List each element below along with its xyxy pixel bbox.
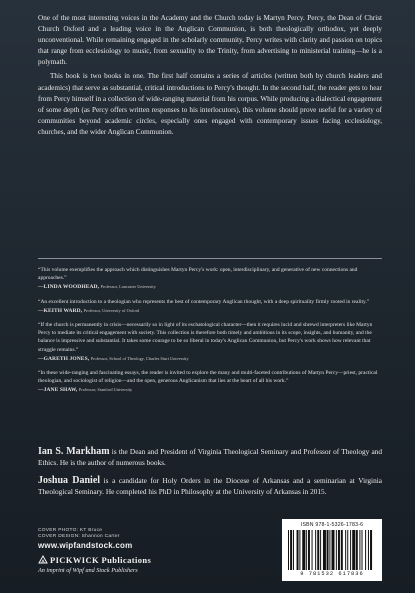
endorser-name: —JANE SHAW, [38,387,78,394]
description-paragraph-1: One of the most interesting voices in the Academy and the Church today is Martyn Percy. Percy, the Dean of Christ Church Oxford and a leading voice in the Anglican Communion, is both theologically orthodox, yet deeply unconventional. While remaining engaged in the scholarly community, Percy writes with clarity and passion on topics that range from ecclesiology to music, from sexuality to the Trinity, from advertising to ministerial training—he is a polymath. [38,14,382,67]
endorser-affiliation: Professor, Lancaster University [100,284,156,290]
endorser-affiliation: Professor, University of Oxford [83,307,140,313]
endorsement-attribution [38,355,380,363]
publisher-imprint: An imprint of Wipf and Stock Publishers [38,567,138,574]
editor-bios [38,446,382,504]
endorser-name: —GARETH JONES, [38,355,90,362]
endorsement-shaw [38,369,380,395]
endorsement-attribution [38,283,380,291]
bio-daniel [38,475,382,497]
book-description [38,13,382,138]
endorsement-ward [38,298,380,315]
barcode-digits: 9 781532 617836 [300,571,364,577]
publisher-website[interactable]: www.wipfandstock.com [38,541,133,550]
endorsements [38,266,380,401]
publisher-name: PICKWICK Publications [50,555,152,565]
cover-design-credit: COVER DESIGN: Shannon Carter [38,534,120,539]
endorsement-quote: “An excellent introduction to a theologian who represents the best of contemporary Anglican thought, with a deep spirituality firmly rooted in reality.” [38,298,370,305]
barcode-bars [288,530,376,570]
cover-credits [38,528,120,540]
endorsement-attribution [38,307,380,315]
endorser-affiliation: Professor, School of Theology, Charles Sturt University [90,355,189,361]
cover-photo-credit: COVER PHOTO: KT Bruce [38,528,103,533]
pickwick-logo-icon [38,555,48,566]
bio-markham [38,446,382,468]
isbn-barcode [282,519,382,581]
bio-text: is the Dean and President of Virginia Theological Seminary and Professor of Theology and Ethics. He is the author of numerous books. [38,447,382,467]
endorsement-quote: “If the church is permanently in crisis—necessarily so in light of its eschatological character—then it requires lucid and shrewd interpreters like Martyn Percy to mediate its critical engagement with society. This collection is therefore both timely and ambitious in its scope, insights, and humanity, and the balance is impressive and substantial. It takes some courage to be so liberal in today's Anglican Communion, but Percy's work shows how relevant that struggle remains.” [38,322,373,353]
divider-rule [38,258,382,259]
endorser-name: —KEITH WARD, [38,307,83,314]
bio-text: is a candidate for Holy Orders in the Diocese of Arkansas and a seminarian at Virginia Theological Seminary. He completed his PhD in Philosophy at the University of Arkansas in 2015. [38,476,383,496]
description-paragraph-2: This book is two books in one. The first half contains a series of articles (written both by church leaders and academics) that serve as substantial, critical introductions to Percy's thought. In the second half, the reader gets to hear from Percy himself in a collection of wide-ranging material from his corpus. While producing a dialectical engagement of some depth (as Percy offers written responses to his interlocutors), this volume should prove useful for a variety of communities beyond academic circles, especially ones engaged with contemporary issues facing ecclesiology, churches, and the wider Anglican Communion. [38,72,382,136]
publisher-name-row [38,555,151,566]
endorser-affiliation: Professor, Stanford University [78,387,133,393]
bio-name: Ian S. Markham [38,446,110,457]
bio-name: Joshua Daniel [38,475,101,486]
endorsement-quote: “In these wide-ranging and fascinating essays, the reader is invited to explore the many and multi-faceted contributions of Martyn Percy—priest, practical theologian, and sociologist of religion—and the open, generous Anglicanism that lies at the heart of all his work.” [38,370,378,385]
endorsement-quote: “This volume exemplifies the approach which distinguishes Martyn Percy's work: open, interdisciplinary, and generative of new connections and approaches.” [38,267,358,282]
endorsement-attribution [38,386,380,394]
isbn-label: ISBN 978-1-5326-1783-6 [300,522,364,528]
endorsement-jones [38,321,380,363]
endorser-name: —LINDA WOODHEAD, [38,284,100,291]
endorsement-woodhead [38,266,380,292]
